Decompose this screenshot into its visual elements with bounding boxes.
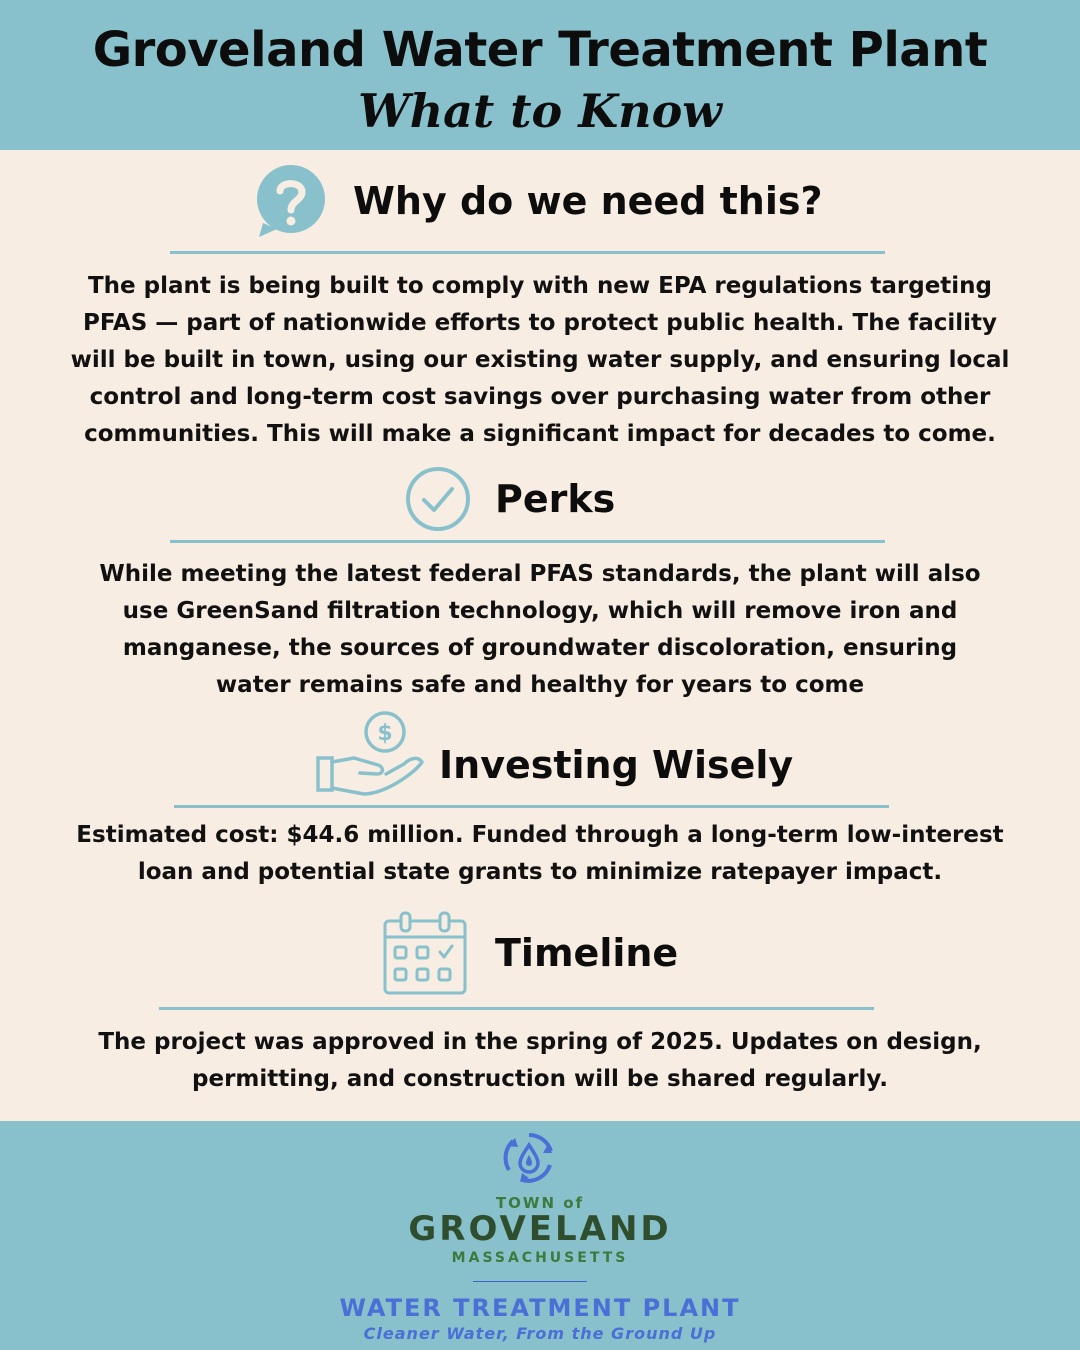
section-invest-body xyxy=(60,817,1020,891)
body-line: permitting, and construction will be shared regularly. xyxy=(192,1066,888,1092)
section-timeline-body xyxy=(60,1024,1020,1098)
page-title: Groveland Water Treatment Plant xyxy=(92,22,988,78)
calendar-icon xyxy=(383,911,467,995)
body-line: communities. This will make a significant impact for decades to come. xyxy=(84,421,996,447)
question-bubble-icon xyxy=(255,165,327,237)
hand-dollar-icon xyxy=(314,710,426,800)
body-line: PFAS — part of nationwide efforts to protect public health. The facility xyxy=(83,310,997,336)
footer-divider xyxy=(473,1281,587,1282)
section-perks-title: Perks xyxy=(495,477,616,521)
body-line: water remains safe and healthy for years to come xyxy=(215,672,865,698)
section-invest-heading xyxy=(314,710,793,800)
section-invest-divider xyxy=(174,805,889,808)
body-line: manganese, the sources of groundwater discoloration, ensuring xyxy=(122,635,958,661)
logo-state: MASSACHUSETTS xyxy=(451,1250,629,1266)
header-banner xyxy=(0,0,1080,150)
checkmark-circle-icon xyxy=(405,466,471,532)
body-line: loan and potential state grants to minimize ratepayer impact. xyxy=(137,859,943,885)
section-why-title: Why do we need this? xyxy=(353,179,823,223)
body-line: control and long-term cost savings over purchasing water from other xyxy=(89,384,991,410)
section-perks-divider xyxy=(170,540,885,543)
footer-banner xyxy=(0,1121,1080,1350)
section-timeline-heading xyxy=(383,911,678,995)
tagline: Cleaner Water, From the Ground Up xyxy=(363,1324,717,1343)
page-subtitle: What to Know xyxy=(358,84,722,138)
body-line: While meeting the latest federal PFAS standards, the plant will also xyxy=(99,561,981,587)
body-line: Estimated cost: $44.6 million. Funded through a long-term low-interest xyxy=(76,822,1004,848)
section-why-heading xyxy=(255,165,823,237)
logo-town-name: GROVELAND xyxy=(408,1209,672,1249)
water-drop-recycle-icon xyxy=(503,1132,555,1184)
body-line: The plant is being built to comply with new EPA regulations targeting xyxy=(87,273,993,299)
plant-name: WATER TREATMENT PLANT xyxy=(339,1294,741,1322)
body-line: use GreenSand filtration technology, which will remove iron and xyxy=(122,598,958,624)
logo-town-of: TOWN of xyxy=(495,1194,585,1212)
section-timeline-title: Timeline xyxy=(495,931,679,975)
body-line: The project was approved in the spring of 2025. Updates on design, xyxy=(98,1029,982,1055)
section-timeline-divider xyxy=(159,1007,874,1010)
section-perks-heading xyxy=(405,466,615,532)
section-perks-body xyxy=(60,556,1020,704)
section-why-body xyxy=(60,268,1020,453)
svg-text:$: $ xyxy=(377,721,393,746)
section-invest-title: Investing Wisely xyxy=(439,743,794,787)
section-why-divider xyxy=(170,251,885,254)
body-line: will be built in town, using our existing water supply, and ensuring local xyxy=(70,347,1010,373)
